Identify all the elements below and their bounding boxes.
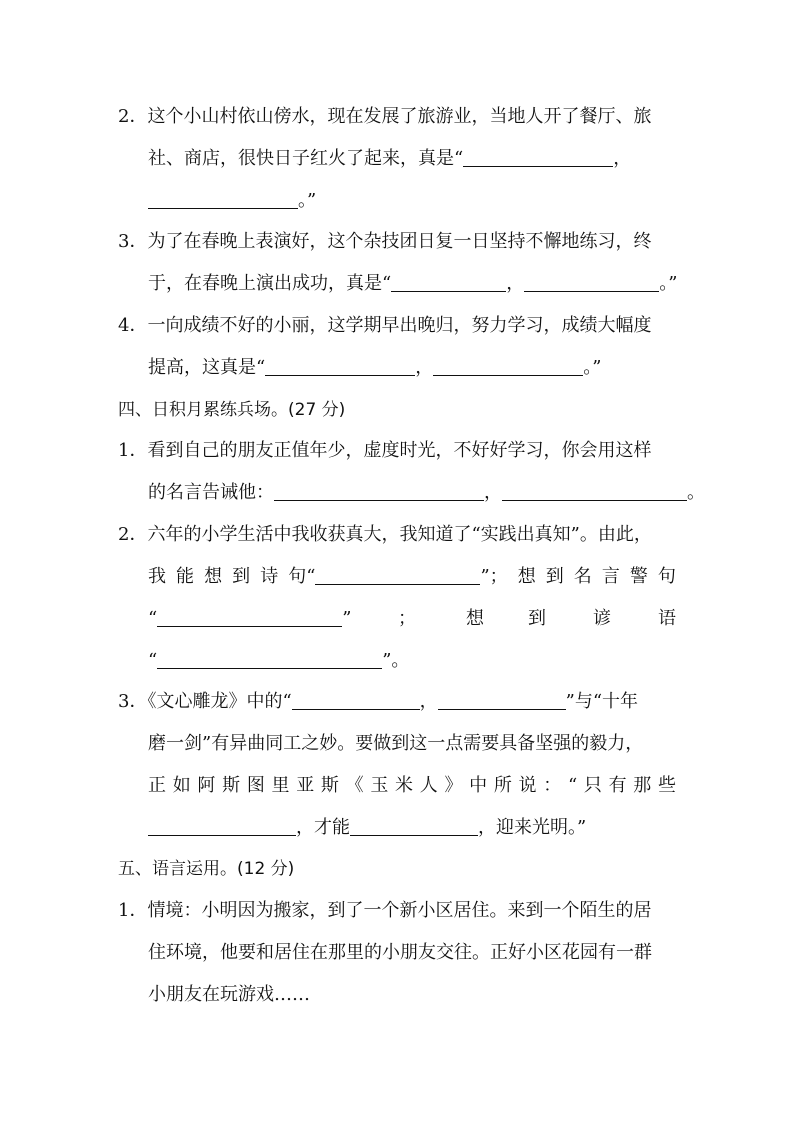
answer-blank[interactable]: [433, 357, 583, 376]
question-text: 的名言告诫他：: [148, 482, 274, 503]
s4-question-1-line-2: [148, 481, 705, 505]
word: 到: [528, 608, 546, 629]
answer-blank[interactable]: [157, 608, 342, 627]
question-text: 于，在春晚上演出成功，真是“: [148, 273, 392, 294]
word: 到: [232, 566, 251, 587]
word: 《: [345, 775, 364, 796]
word: 句: [657, 566, 676, 587]
s4-question-1-line-1: [118, 439, 651, 463]
open-quote: “: [306, 566, 316, 587]
answer-blank[interactable]: [438, 691, 566, 710]
question-text: 磨一剑”有异曲同工之妙。要做到这一点需要具备坚强的毅力，: [148, 733, 644, 754]
s5-question-1-line-3: [148, 983, 310, 1007]
answer-blank[interactable]: [350, 817, 478, 836]
punctuation: 。: [687, 482, 705, 503]
punctuation: ，: [613, 148, 632, 169]
word: 诗: [260, 566, 279, 587]
close-quote: ”。: [382, 650, 410, 671]
question-text: 住环境，他要和居住在那里的小朋友交往。正好小区花园有一群: [148, 942, 652, 963]
word: 说: [518, 775, 537, 796]
question-text: 六年的小学生活中我收获真大，我知道了“实践出真知”。由此，: [147, 524, 652, 545]
answer-blank[interactable]: [502, 482, 687, 501]
section-5-heading: 五、语言运用。(12 分): [118, 859, 295, 879]
answer-blank[interactable]: [524, 273, 659, 292]
open-quote: “: [148, 650, 158, 671]
answer-blank[interactable]: [315, 566, 480, 585]
question-number: 2．: [118, 524, 148, 545]
question-3-line-2: [148, 272, 677, 296]
question-number: 2．: [118, 106, 148, 127]
word: 阿: [197, 775, 216, 796]
s4-question-2-line-4: [148, 649, 409, 673]
s4-question-3-line-3: [148, 774, 676, 798]
answer-blank[interactable]: [274, 482, 484, 501]
s5-question-1-line-1: [118, 899, 651, 923]
word: 警: [629, 566, 648, 587]
question-number: 3．: [118, 691, 148, 712]
question-text: 提高，这真是“: [148, 357, 266, 378]
punctuation: 。”: [298, 190, 317, 211]
word: 正: [148, 775, 166, 796]
word: 》: [444, 775, 463, 796]
word: 斯: [320, 775, 339, 796]
question-4-line-2: [148, 356, 601, 380]
word: 想: [466, 608, 484, 629]
word: 能: [176, 566, 195, 587]
question-text: 小朋友在玩游戏……: [148, 984, 310, 1005]
word: 米: [395, 775, 414, 796]
word: 中: [469, 775, 488, 796]
answer-blank[interactable]: [148, 190, 298, 209]
question-2-line-3: [148, 189, 316, 213]
question-2-line-1: [118, 105, 651, 129]
word: 斯: [222, 775, 241, 796]
answer-blank[interactable]: [463, 148, 613, 167]
question-number: 1．: [118, 900, 148, 921]
answer-blank[interactable]: [265, 357, 415, 376]
question-text: 为了在春晚上表演好，这个杂技团日复一日坚持不懈地练习，终: [147, 231, 652, 252]
word: 语: [658, 608, 676, 629]
s4-question-3-line-2: [148, 732, 643, 756]
open-quote: “: [148, 608, 158, 629]
question-text: 一向成绩不好的小丽，这学期早出晚归，努力学习，成绩大幅度: [147, 315, 652, 336]
punctuation: ，: [484, 482, 502, 503]
question-text: ”与“十年: [565, 691, 639, 712]
question-number: 4．: [118, 315, 148, 336]
punctuation: ，: [415, 357, 434, 378]
word: 句: [288, 566, 307, 587]
word: 想: [204, 566, 223, 587]
s4-question-2-line-1: [118, 523, 652, 547]
punctuation: 。”: [659, 273, 678, 294]
word: 到: [545, 566, 564, 587]
close-quote: ”；: [480, 566, 508, 587]
question-3-line-1: [118, 230, 651, 254]
question-2-line-2: [148, 147, 631, 171]
answer-blank[interactable]: [157, 650, 382, 669]
word: 人: [419, 775, 438, 796]
punctuation: ，: [419, 691, 438, 712]
question-text: 这个小山村依山傍水，现在发展了旅游业，当地人开了餐厅、旅: [147, 106, 652, 127]
word: 里: [271, 775, 290, 796]
word: 些: [657, 775, 676, 796]
word: 所: [493, 775, 512, 796]
question-number: 1．: [118, 440, 148, 461]
word: 图: [246, 775, 265, 796]
section-4-heading: 四、日积月累练兵场。(27 分): [118, 400, 346, 420]
word: 玉: [370, 775, 389, 796]
close-quote: ”: [342, 608, 352, 629]
word: 名: [573, 566, 592, 587]
answer-blank[interactable]: [391, 273, 506, 292]
punctuation: ；: [398, 608, 416, 629]
word: 如: [172, 775, 191, 796]
word: 有: [608, 775, 627, 796]
question-text: ，才能: [296, 817, 350, 838]
question-text: 社、商店，很快日子红火了起来，真是“: [148, 148, 464, 169]
word: 谚: [593, 608, 611, 629]
word: 言: [601, 566, 620, 587]
s5-question-1-line-2: [148, 941, 652, 965]
word: “: [567, 775, 578, 796]
word: 想: [517, 566, 536, 587]
question-text: ，迎来光明。”: [478, 817, 587, 838]
question-number: 3．: [118, 231, 148, 252]
word: 只: [583, 775, 602, 796]
punctuation: ，: [506, 273, 525, 294]
word: 我: [148, 566, 166, 587]
answer-blank[interactable]: [148, 817, 296, 836]
s4-question-3-line-4: [148, 816, 586, 840]
s4-question-3-line-1: [118, 690, 638, 714]
question-text: 《文心雕龙》中的“: [147, 691, 292, 712]
word: 那: [633, 775, 652, 796]
s4-question-2-line-2: [148, 565, 676, 589]
question-text: 情境：小明因为搬家，到了一个新小区居住。来到一个陌生的居: [147, 900, 652, 921]
punctuation: 。”: [583, 357, 602, 378]
question-4-line-1: [118, 314, 651, 338]
question-text: 看到自己的朋友正值年少，虚度时光，不好好学习，你会用这样: [147, 440, 652, 461]
word: 亚: [296, 775, 315, 796]
answer-blank[interactable]: [292, 691, 420, 710]
word: ：: [543, 775, 562, 796]
